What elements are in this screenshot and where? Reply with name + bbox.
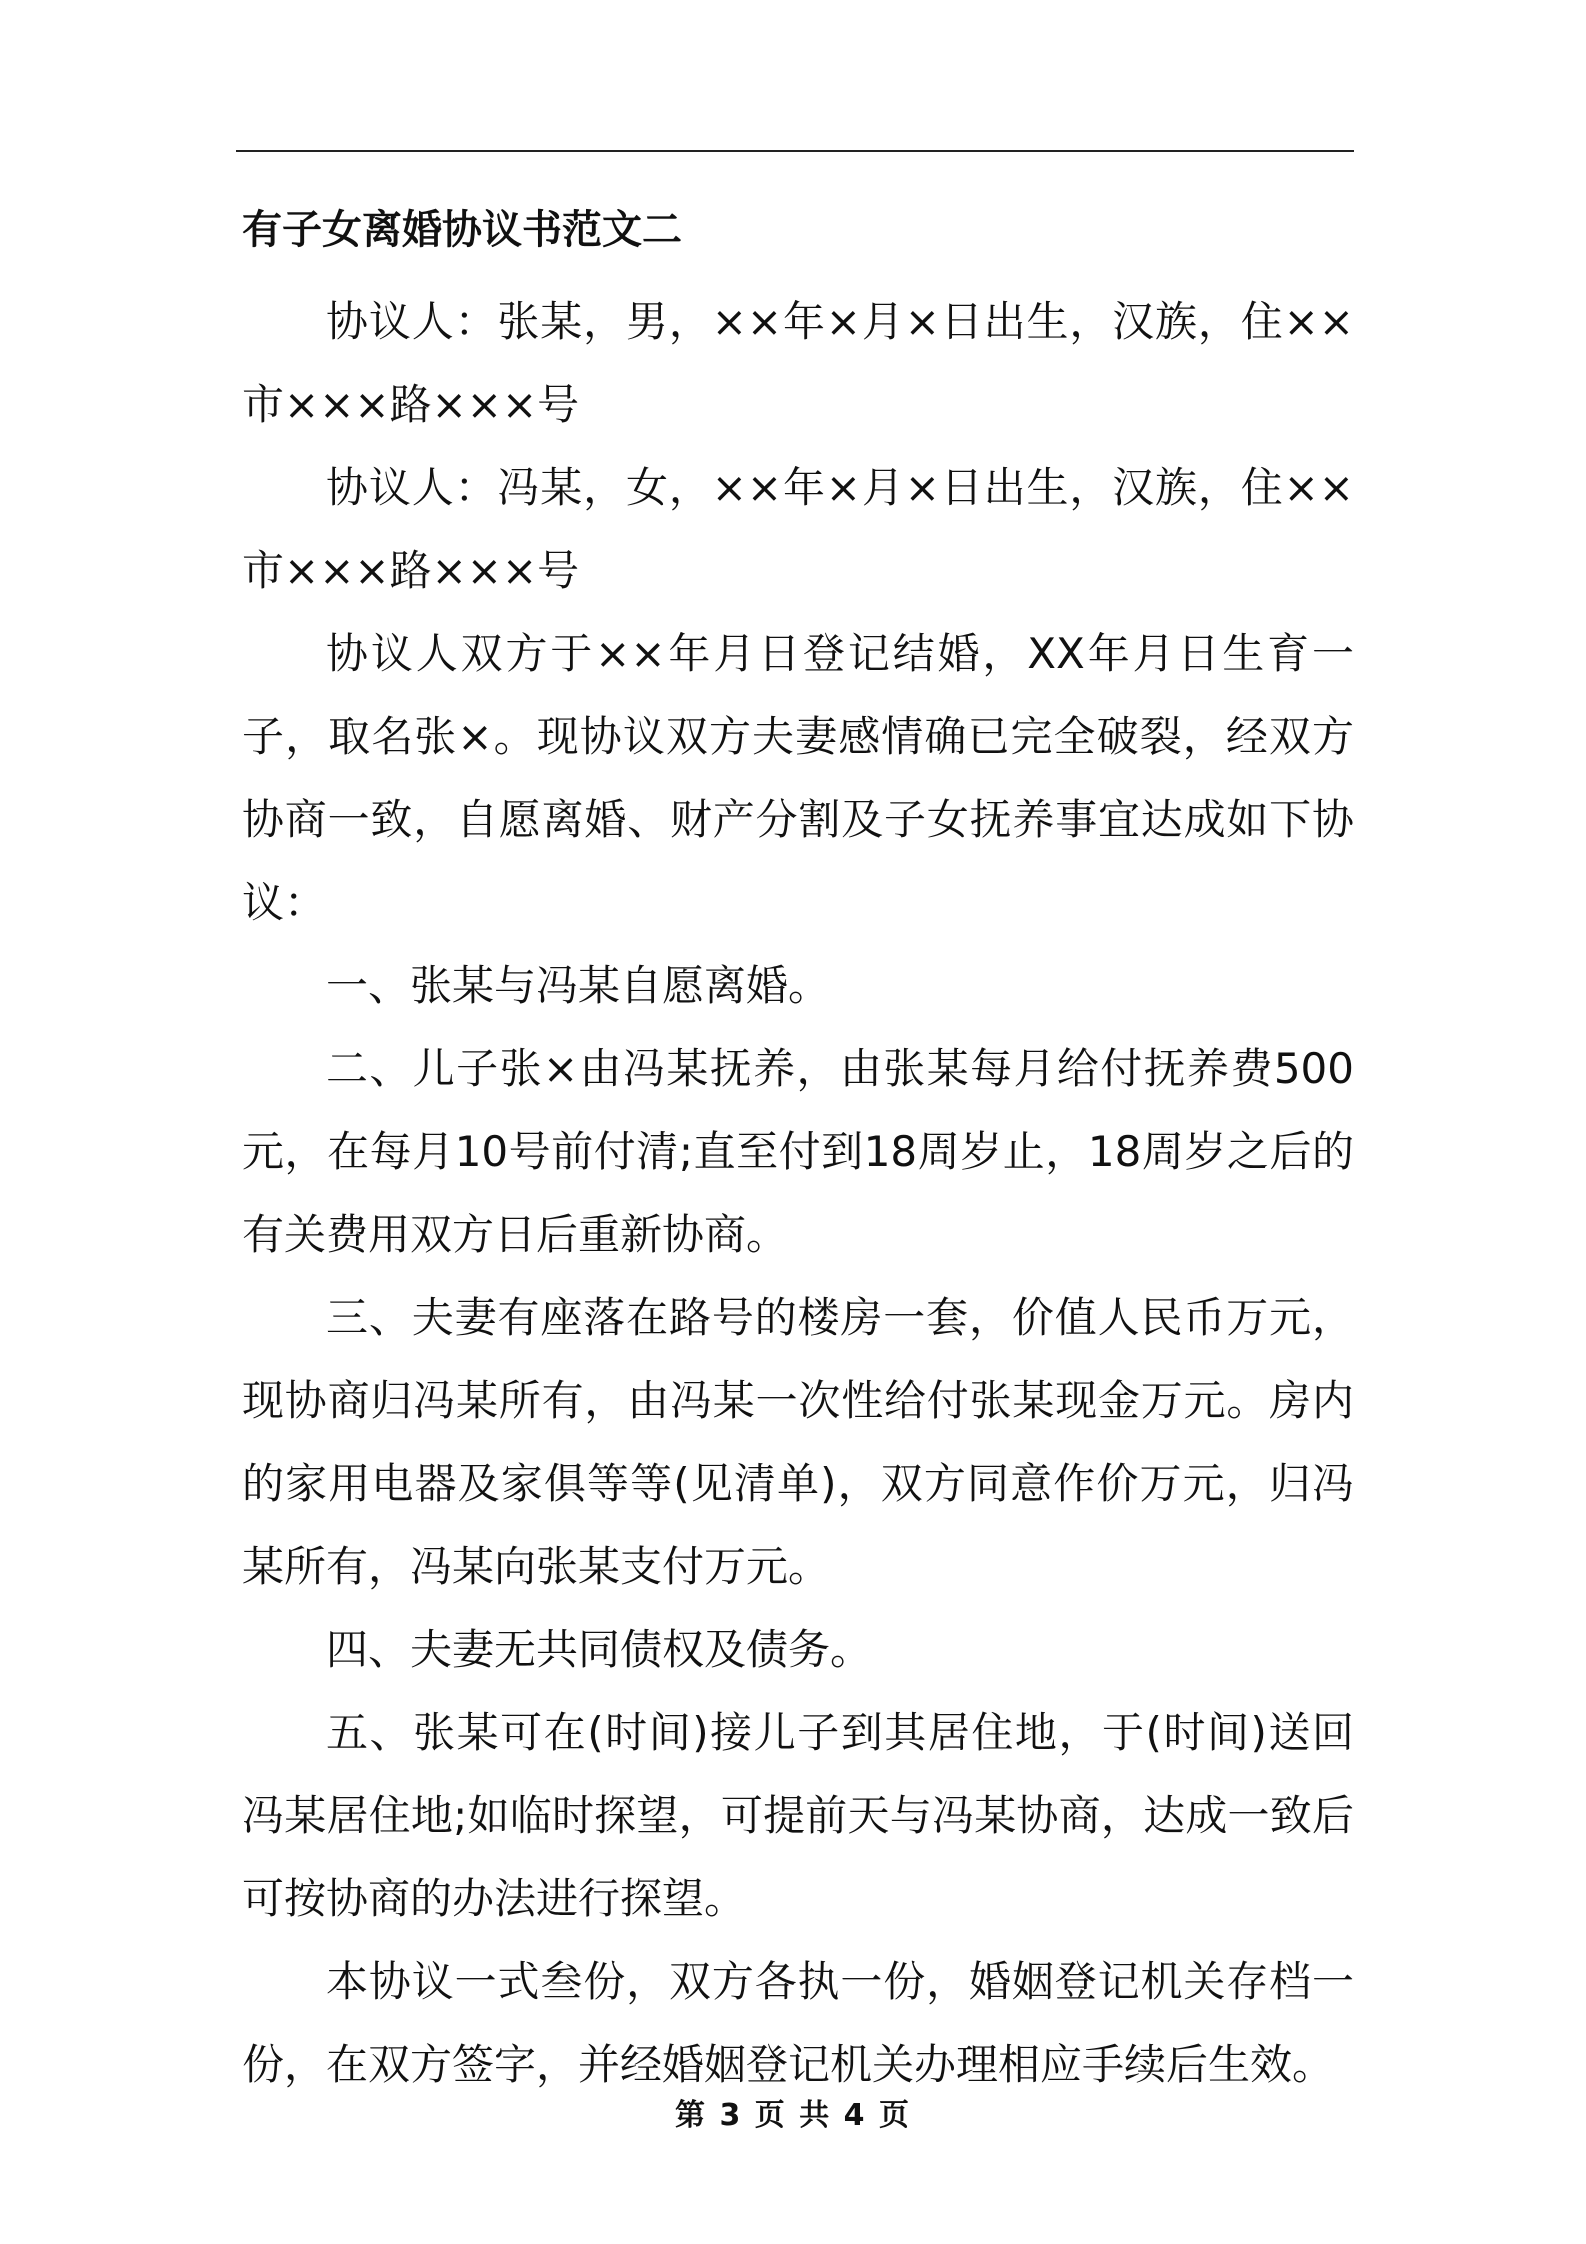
clause-five-paragraph: 五、张某可在(时间)接儿子到其居住地，于(时间)送回冯某居住地;如临时探望，可提前天与冯某协商，达成一致后可按协商的办法进行探望。 [242, 1708, 1354, 1923]
closing-paragraph: 本协议一式叁份，双方各执一份，婚姻登记机关存档一份，在双方签字，并经婚姻登记机关办理相应手续后生效。 [242, 1957, 1354, 2089]
clause-two-paragraph: 二、儿子张×由冯某抚养，由张某每月给付抚养费500元，在每月10号前付清;直至付到18周岁止，18周岁之后的有关费用双方日后重新协商。 [242, 1044, 1354, 1259]
party-two-paragraph: 协议人：冯某，女，××年×月×日出生，汉族，住××市×××路×××号 [242, 463, 1354, 595]
document-body [242, 198, 1354, 2106]
document-title: 有子女离婚协议书范文二 [242, 207, 682, 253]
page-indicator: 第 3 页 共 4 页 [675, 2098, 911, 2133]
preamble-paragraph: 协议人双方于××年月日登记结婚，XX年月日生育一子，取名张×。现协议双方夫妻感情确已完全破裂，经双方协商一致，自愿离婚、财产分割及子女抚养事宜达成如下协议： [242, 629, 1354, 927]
clause-one-paragraph: 一、张某与冯某自愿离婚。 [326, 961, 831, 1010]
clause-four-paragraph: 四、夫妻无共同债权及债务。 [326, 1625, 873, 1674]
party-one-paragraph: 协议人：张某，男，××年×月×日出生，汉族，住××市×××路×××号 [242, 297, 1354, 429]
header-divider [236, 150, 1354, 152]
clause-three-paragraph: 三、夫妻有座落在路号的楼房一套，价值人民币万元，现协商归冯某所有，由冯某一次性给付张某现金万元。房内的家用电器及家俱等等(见清单)，双方同意作价万元，归冯某所有，冯某向张某支付万元。 [242, 1293, 1354, 1591]
